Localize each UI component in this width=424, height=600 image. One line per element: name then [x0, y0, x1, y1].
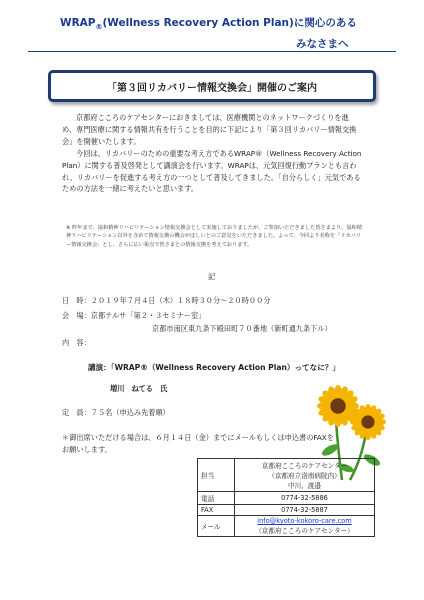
event-title: 「第３回リカバリー情報交換会」開催のご案内 — [107, 82, 317, 94]
registered-mark: ® — [95, 23, 103, 32]
contact-line: 京都府こころのケアセンター — [261, 462, 348, 470]
sunflower-head-right-icon — [350, 404, 386, 440]
contact-key: FAX — [198, 505, 235, 516]
capacity-row: 定 員：７５名（申込み先着順） — [62, 408, 170, 417]
contact-key: 電話 — [198, 492, 235, 505]
contact-row — [198, 492, 375, 505]
date-row — [62, 296, 270, 306]
name-change-note: ※ 昨年まで、協和精神リハビリテーション情報交換会として実施しておりましたが、ご参加いただきました皆さまより、協和精神リハビリテーション以外を含めて情報交換の機会がほしいとのご意見をいただきました。よって、今回より名称を「リカバリー情報交換会」とし、さらに広い視点で皆さまとの情報交換を考えております。 — [66, 225, 362, 248]
date-label: 日 時： — [62, 296, 91, 305]
header-wrap-text: WRAP — [60, 17, 96, 29]
header-divider — [28, 51, 396, 52]
ki-heading: 記 — [208, 272, 216, 281]
intro-paragraph-2: 今回は、リカバリーのための重要な考え方であるWRAP®（Wellness Recovery Action Plan）に関する普及啓発として講演会を行います。WRAPは、元気回復行動プランとも言われ、リカバリーを促進する考え方の一つとして普及してきました。「自分らしく」元気であるための方法を一緒に考えたいと思います。 — [62, 149, 362, 194]
venue-address: 京都市南区東九条下殿田町７０番地（新町通九条下ル） — [152, 324, 332, 333]
contact-key: メール — [198, 516, 235, 537]
contact-line: 0774-32-5886 — [281, 494, 328, 502]
contact-row — [198, 516, 375, 537]
contact-key: 担当 — [198, 459, 235, 492]
contact-row — [198, 459, 375, 492]
contact-value — [235, 459, 375, 492]
date-value: ２０１９年７月４日（木）１８時３０分～２０時００分 — [90, 296, 271, 305]
contact-line: 中川、渡邉 — [288, 482, 321, 490]
contact-value — [235, 516, 375, 537]
lecture-title: 講演：「WRAP®（Wellness Recovery Action Plan）ってなに？」 — [88, 363, 341, 372]
contact-value — [235, 492, 375, 505]
contact-line: 0774-32-5887 — [281, 506, 328, 514]
email-link[interactable]: info@kyoto-kokoro-care.com — [257, 517, 352, 525]
contact-table — [197, 458, 375, 537]
header-wrap-subtitle: (Wellness Recovery Action Plan)に関心のある — [102, 17, 357, 29]
event-title-box — [48, 70, 376, 102]
venue-value: 京都テルサ「第２・３セミナー室」 — [90, 311, 206, 320]
venue-row — [62, 311, 205, 321]
speaker-name: 増川 ねてる 氏 — [110, 384, 168, 393]
venue-label: 会 場： — [62, 311, 91, 320]
intro-paragraph-1: 京都府こころのケアセンターにおきましては、医療機関とのネットワークづくりを進め、専門医療に関する情報共有を行うことを目的に下記により「第３回リカバリー情報交換会」を開催いたします。 — [62, 113, 357, 146]
content-label: 内 容： — [62, 338, 91, 347]
contact-line: （京都府立洛南病院内） — [268, 472, 341, 480]
header-line-2: みなさまへ — [296, 38, 349, 50]
contact-row — [198, 505, 375, 516]
header-line-1 — [60, 15, 357, 31]
contact-line: （京都府こころのケアセンター） — [255, 527, 354, 535]
contact-value — [235, 505, 375, 516]
apply-note: ＊御出席いただける場合は、６月１４日（金）までにメールもしくは申込書のFAXをお願いします。 — [62, 433, 334, 454]
